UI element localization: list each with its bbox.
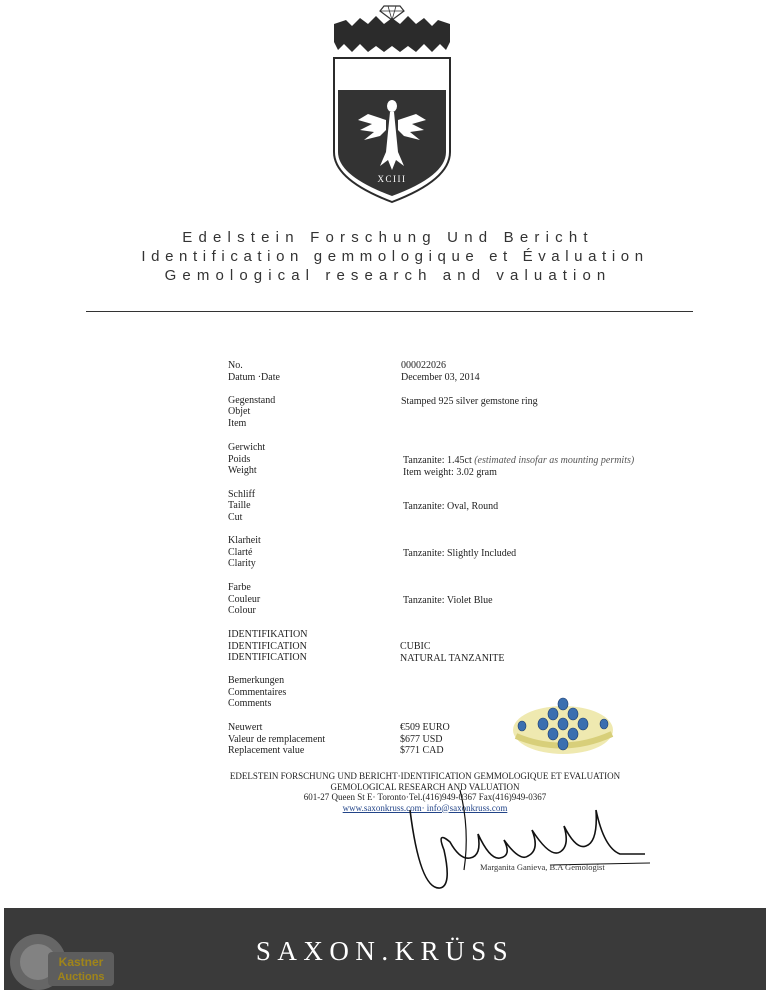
colour-value: Tanzanite: Violet Blue xyxy=(403,595,493,606)
weight-main: Tanzanite: 1.45ct xyxy=(403,455,472,466)
brand-bar xyxy=(4,908,766,990)
clarity-value: Tanzanite: Slightly Included xyxy=(403,547,517,559)
watermark-text2: Auctions xyxy=(57,971,105,983)
auction-watermark-icon xyxy=(8,928,116,996)
colour-labels: Farbe Couleur Colour xyxy=(228,582,261,617)
eagle-shield-crest-icon xyxy=(328,2,456,206)
replacement-values: €509 EURO $677 USD $771 CAD xyxy=(400,722,450,757)
footer-line2: GEMOLOGICAL RESEARCH AND VALUATION xyxy=(330,781,520,792)
weight-labels: Gerwicht Poids Weight xyxy=(228,442,266,477)
cut-labels: Schliff Taille Cut xyxy=(228,488,256,523)
header-german: Edelstein Forschung Und Bericht xyxy=(182,229,594,246)
item-weight: Item weight: 3.02 gram xyxy=(403,466,497,478)
header-divider xyxy=(86,311,693,312)
signature-icon xyxy=(400,770,650,900)
header-french: Identification gemmologique et Évaluation xyxy=(141,248,649,265)
item-labels: Gegenstand Objet Item xyxy=(228,394,276,429)
brand-logo-text: SAXON.KRÜSS xyxy=(255,936,515,966)
watermark-text1: Kastner xyxy=(58,955,104,969)
ring-photo-icon xyxy=(508,690,618,765)
comments-labels: Bemerkungen Commentaires Comments xyxy=(228,675,287,710)
signatory-name: Marganita Ganieva, B.A Gemologist xyxy=(480,862,605,872)
date-label: Datum ·Date xyxy=(228,371,280,383)
cut-value: Tanzanite: Oval, Round xyxy=(403,501,499,512)
replacement-labels: Neuwert Valeur de remplacement Replacement value xyxy=(228,722,326,757)
identification-values: CUBIC NATURAL TANZANITE xyxy=(400,641,505,664)
identification-labels: IDENTIFIKATION IDENTIFICATION IDENTIFICATION xyxy=(228,629,308,664)
number-label: No. xyxy=(228,360,243,371)
clarity-labels: Klarheit Clarté Clarity xyxy=(228,535,261,570)
item-value: Stamped 925 silver gemstone ring xyxy=(401,396,538,407)
weight-note: (estimated insofar as mounting permits) xyxy=(474,455,635,466)
date-value: December 03, 2014 xyxy=(401,371,480,383)
crest-numeral: XCIII xyxy=(377,174,407,184)
header-english: Gemological research and valuation xyxy=(164,267,612,284)
footer-website-link[interactable]: www.saxonkruss.com· info@saxonkruss.com xyxy=(342,802,508,813)
footer-line3: 601-27 Queen St E· Toronto·Tel.(416)949-0367 Fax(416)949-0367 xyxy=(303,792,547,802)
number-value: 000022026 xyxy=(401,360,446,371)
footer-line1: EDELSTEIN FORSCHUNG UND BERICHT·IDENTIFICATION GEMMOLOGIQUE ET EVALUATION xyxy=(229,771,621,781)
weight-value xyxy=(403,455,634,478)
